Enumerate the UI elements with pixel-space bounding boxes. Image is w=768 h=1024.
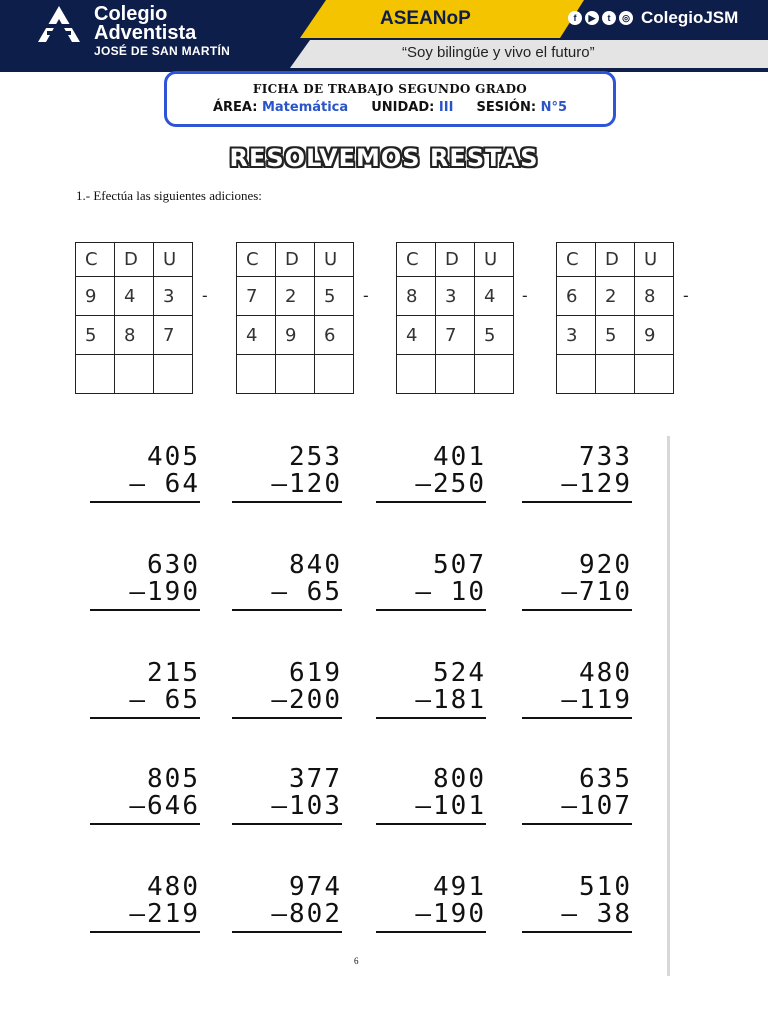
cdu-answer-cell[interactable]	[397, 355, 436, 394]
area-label: ÁREA:	[212, 100, 258, 115]
subtraction-problem	[90, 766, 200, 825]
cdu-answer-cell[interactable]	[475, 355, 514, 394]
answer-line[interactable]	[90, 609, 200, 611]
subtrahend: —250	[415, 469, 486, 499]
answer-line[interactable]	[376, 717, 486, 719]
slogan: “Soy bilingüe y vivo el futuro”	[402, 44, 595, 61]
subtrahend: — 10	[415, 577, 486, 607]
cdu-cell: 4	[237, 316, 276, 355]
session-value: N°5	[540, 100, 568, 115]
cdu-header: C	[237, 243, 276, 277]
subtraction-problem	[90, 444, 200, 503]
subtrahend: —181	[415, 685, 486, 715]
cdu-header: U	[635, 243, 674, 277]
twitter-icon[interactable]: t	[602, 11, 616, 25]
worksheet-info-box	[164, 71, 616, 127]
cdu-cell: 5	[596, 316, 635, 355]
answer-line[interactable]	[522, 717, 632, 719]
cdu-cell: 3	[154, 277, 193, 316]
minuend: 377	[289, 764, 342, 794]
subtrahend: —119	[561, 685, 632, 715]
cdu-cell: 3	[436, 277, 475, 316]
cdu-cell: 2	[276, 277, 315, 316]
subtrahend: —710	[561, 577, 632, 607]
minuend: 635	[579, 764, 632, 794]
minuend: 401	[433, 442, 486, 472]
answer-line[interactable]	[90, 501, 200, 503]
subtraction-problem	[90, 660, 200, 719]
minuend: 480	[147, 872, 200, 902]
cdu-header: U	[475, 243, 514, 277]
minuend: 510	[579, 872, 632, 902]
cdu-answer-cell[interactable]	[237, 355, 276, 394]
minuend: 800	[433, 764, 486, 794]
cdu-cell: 7	[436, 316, 475, 355]
cdu-cell: 5	[76, 316, 115, 355]
cdu-cell: 9	[76, 277, 115, 316]
cdu-answer-cell[interactable]	[557, 355, 596, 394]
social-handle[interactable]: ColegioJSM	[641, 8, 739, 27]
worksheet-title: FICHA DE TRABAJO SEGUNDO GRADO	[252, 82, 528, 96]
minuend: 480	[579, 658, 632, 688]
page-title: RESOLVEMOS RESTAS	[229, 144, 539, 172]
cdu-grid	[236, 242, 354, 394]
minus-sign: -	[202, 286, 208, 305]
minuend: 405	[147, 442, 200, 472]
instruction-text: 1.- Efectúa las siguientes adiciones:	[76, 188, 262, 203]
cdu-cell: 4	[115, 277, 154, 316]
subtrahend: —107	[561, 791, 632, 821]
cdu-header: C	[557, 243, 596, 277]
subtraction-problem	[522, 766, 632, 825]
unit-value: III	[438, 100, 454, 115]
cdu-cell: 8	[397, 277, 436, 316]
minuend: 805	[147, 764, 200, 794]
subtrahend: — 38	[561, 899, 632, 929]
subtraction-problem	[522, 444, 632, 503]
subtraction-problem	[90, 874, 200, 933]
answer-line[interactable]	[232, 931, 342, 933]
answer-line[interactable]	[376, 609, 486, 611]
answer-line[interactable]	[522, 823, 632, 825]
school-name-line3: JOSÉ DE SAN MARTÍN	[94, 44, 231, 58]
subtrahend: —129	[561, 469, 632, 499]
school-name-line1: Colegio	[94, 3, 168, 25]
subtraction-problem	[376, 552, 486, 611]
cdu-header: C	[397, 243, 436, 277]
subtraction-problem	[232, 660, 342, 719]
cdu-header: D	[596, 243, 635, 277]
cdu-cell: 5	[475, 316, 514, 355]
minus-sign: -	[363, 286, 369, 305]
session-label: SESIÓN:	[476, 100, 537, 115]
answer-line[interactable]	[522, 931, 632, 933]
cdu-header: D	[276, 243, 315, 277]
cdu-cell: 6	[557, 277, 596, 316]
subtrahend: — 65	[271, 577, 342, 607]
answer-line[interactable]	[232, 609, 342, 611]
subtrahend: —219	[129, 899, 200, 929]
subtraction-problem	[376, 444, 486, 503]
subtrahend: —120	[271, 469, 342, 499]
area-value: Matemática	[261, 100, 349, 115]
minuend: 507	[433, 550, 486, 580]
cdu-answer-cell[interactable]	[596, 355, 635, 394]
subtraction-problem	[90, 552, 200, 611]
subtraction-exercises	[60, 436, 670, 996]
cdu-answer-cell[interactable]	[76, 355, 115, 394]
cdu-answer-cell[interactable]	[276, 355, 315, 394]
instagram-icon[interactable]: ◎	[619, 11, 633, 25]
subtrahend: — 65	[129, 685, 200, 715]
cdu-header: D	[115, 243, 154, 277]
youtube-icon[interactable]: ▶	[585, 11, 599, 25]
cdu-cell: 8	[115, 316, 154, 355]
cdu-answer-cell[interactable]	[115, 355, 154, 394]
subtraction-problem	[522, 552, 632, 611]
cdu-grid	[75, 242, 193, 394]
subtrahend: —190	[129, 577, 200, 607]
subtraction-problem	[232, 874, 342, 933]
cdu-cell: 9	[635, 316, 674, 355]
cdu-grid	[396, 242, 514, 394]
worksheet-meta	[167, 100, 613, 115]
minuend: 630	[147, 550, 200, 580]
subtrahend: — 64	[129, 469, 200, 499]
answer-line[interactable]	[376, 501, 486, 503]
subtrahend: —646	[129, 791, 200, 821]
school-logo-icon	[36, 4, 82, 44]
minuend: 491	[433, 872, 486, 902]
cdu-header: D	[436, 243, 475, 277]
subtraction-problem	[232, 444, 342, 503]
subtrahend: —802	[271, 899, 342, 929]
cdu-cell: 3	[557, 316, 596, 355]
minuend: 253	[289, 442, 342, 472]
cdu-cell: 8	[635, 277, 674, 316]
cdu-cell: 7	[237, 277, 276, 316]
cdu-header: U	[154, 243, 193, 277]
subtrahend: —103	[271, 791, 342, 821]
network-name: ASEANoP	[380, 8, 471, 29]
cdu-cell: 2	[596, 277, 635, 316]
header-banner	[0, 0, 768, 72]
subtrahend: —190	[415, 899, 486, 929]
minuend: 840	[289, 550, 342, 580]
minuend: 619	[289, 658, 342, 688]
school-name-line2: Adventista	[94, 22, 197, 44]
answer-line[interactable]	[90, 823, 200, 825]
subtraction-problem	[376, 660, 486, 719]
cdu-answer-cell[interactable]	[436, 355, 475, 394]
answer-line[interactable]	[522, 501, 632, 503]
minuend: 215	[147, 658, 200, 688]
answer-line[interactable]	[522, 609, 632, 611]
cdu-cell: 6	[315, 316, 354, 355]
subtraction-problem	[522, 660, 632, 719]
answer-line[interactable]	[232, 501, 342, 503]
cdu-cell: 4	[475, 277, 514, 316]
cdu-grid	[556, 242, 674, 394]
cdu-answer-cell[interactable]	[315, 355, 354, 394]
subtrahend: —101	[415, 791, 486, 821]
cdu-answer-cell[interactable]	[154, 355, 193, 394]
answer-line[interactable]	[376, 823, 486, 825]
answer-line[interactable]	[232, 823, 342, 825]
subtraction-problem	[376, 766, 486, 825]
cdu-cell: 4	[397, 316, 436, 355]
minus-sign: -	[522, 286, 528, 305]
subtraction-problem	[232, 552, 342, 611]
subtrahend: —200	[271, 685, 342, 715]
cdu-cell: 9	[276, 316, 315, 355]
minuend: 524	[433, 658, 486, 688]
subtraction-problem	[522, 874, 632, 933]
cdu-cell: 5	[315, 277, 354, 316]
minus-sign: -	[683, 286, 689, 305]
minuend: 733	[579, 442, 632, 472]
answer-line[interactable]	[90, 717, 200, 719]
minuend: 974	[289, 872, 342, 902]
facebook-icon[interactable]: f	[568, 11, 582, 25]
cdu-header: C	[76, 243, 115, 277]
cdu-answer-cell[interactable]	[635, 355, 674, 394]
answer-line[interactable]	[232, 717, 342, 719]
subtraction-problem	[232, 766, 342, 825]
unit-label: UNIDAD:	[371, 100, 435, 115]
social-links	[568, 8, 738, 28]
subtraction-problem	[376, 874, 486, 933]
cdu-cell: 7	[154, 316, 193, 355]
cdu-header: U	[315, 243, 354, 277]
scan-edge	[667, 436, 670, 976]
answer-line[interactable]	[376, 931, 486, 933]
page-number: 6	[354, 956, 359, 966]
answer-line[interactable]	[90, 931, 200, 933]
minuend: 920	[579, 550, 632, 580]
